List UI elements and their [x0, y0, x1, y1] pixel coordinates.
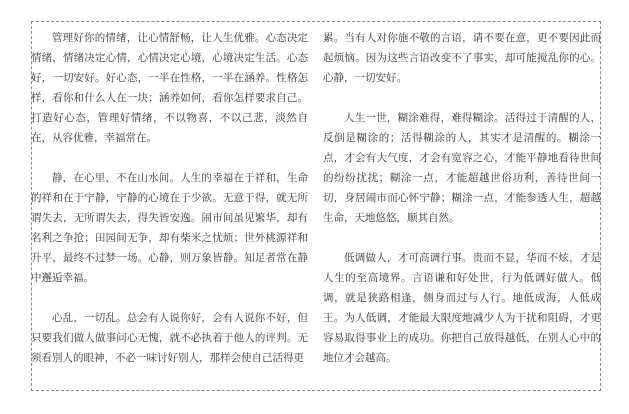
- paragraph-chaos-continued: 累。当有人对你施不敬的言语，请不要在意，更不要因此而起烦恼。因为这些言语改变不了事实，却可能搅乱你的心。心静，一切安好。: [323, 32, 601, 84]
- paragraph-chaos: 心乱，一切乱。总会有人说你好，会有人说你不好，但只要我们做人做事问心无愧，就不必执着于他人的评判。无须看别人的眼神，不必一味讨好别人，那样会使自己活得更: [31, 312, 308, 364]
- right-column: [323, 28, 601, 388]
- left-column: [31, 28, 308, 388]
- paragraph-muddled: 人生一世，糊涂难得，难得糊涂。活得过于清醒的人，反倒是糊涂的；活得糊涂的人，其实才是清醒的。糊涂一点，才会有大气度，才会有宽容之心，才能平静地看待世间的纷纷扰扰；糊涂一点，才能超越世俗功利，善待世间一切，身居闹市而心怀宁静；糊涂一点，才能参透人生，超越生命，天地悠悠，顺其自然。: [323, 112, 601, 224]
- paragraph-calm: 静，在心里，不在山水间。人生的幸福在于祥和，生命的祥和在于宁静，宁静的心境在于少欲。无意于得，就无所谓失去，无所谓失去，得失皆安逸。闹市间虽见繁华，却有名利之争抢；田园间无争，却有柴米之忧烦；世外桃源祥和升平，最终不过梦一场。心静，则万象皆静。知足者常在静中邂逅幸福。: [31, 172, 308, 284]
- paragraph-emotion: 管理好你的情绪，让心情舒畅，让人生优雅。心态决定情绪，情绪决定心情，心情决定心境，心境决定生活。心态好，一切安好。好心态，一半在性格，一半在涵养。性格怎样，看你和什么人在一块；涵养如何，看你怎样要求自己。打造好心态，管理好情绪，不以物喜，不以己悲，淡然自在，从容优雅，幸福常在。: [31, 32, 308, 144]
- paragraph-humble: 低调做人，才可高调行事。贵而不显，华而不炫，才是人生的至高境界。言语谦和好处世，行为低调好做人。低调，就是狭路相逢，侧身而过与人行。地低成海，人低成王。为人低调，才能最大限度地减少人为干扰和阻碍，才更容易取得事业上的成功。你把自己放得越低，在别人心中的地位才会越高。: [323, 252, 601, 364]
